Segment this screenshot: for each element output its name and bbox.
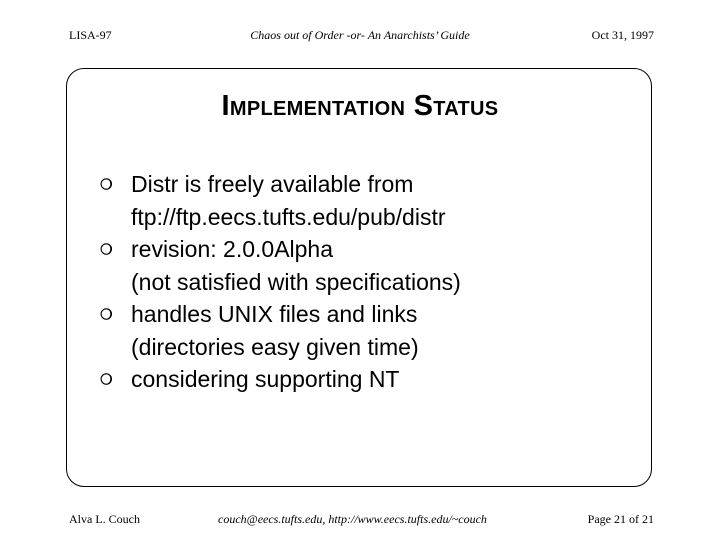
bullet-text-continuation: ftp://ftp.eecs.tufts.edu/pub/distr	[131, 203, 446, 230]
shadowed-circle-bullet-icon	[100, 177, 114, 191]
header-date: Oct 31, 1997	[591, 28, 654, 42]
bullet-text: revision: 2.0.0Alpha	[131, 236, 334, 262]
page-header	[0, 28, 720, 48]
bullet-text-continuation: (not satisfied with specifications)	[131, 268, 461, 295]
header-talk-title: Chaos out of Order -or- An Anarchists’ Guide	[250, 28, 470, 42]
bullet-list	[96, 168, 636, 396]
footer-contact: couch@eecs.tufts.edu, http://www.eecs.tufts.edu/~couch	[218, 512, 487, 526]
shadowed-circle-bullet-icon	[100, 372, 114, 386]
footer-author: Alva L. Couch	[69, 512, 140, 526]
bullet-item	[96, 298, 636, 363]
bullet-text: handles UNIX files and links	[131, 301, 418, 327]
bullet-item	[96, 363, 636, 396]
bullet-item	[96, 168, 636, 233]
slide-title: Implementation Status	[221, 90, 499, 122]
bullet-text-continuation: (directories easy given time)	[131, 333, 419, 360]
bullet-text: Distr is freely available from	[131, 171, 414, 197]
footer-page-number: Page 21 of 21	[587, 512, 654, 526]
bullet-text: considering supporting NT	[131, 366, 400, 392]
page-footer	[0, 512, 720, 532]
shadowed-circle-bullet-icon	[100, 307, 114, 321]
bullet-item	[96, 233, 636, 298]
shadowed-circle-bullet-icon	[100, 242, 114, 256]
header-conference: LISA-97	[69, 28, 112, 42]
